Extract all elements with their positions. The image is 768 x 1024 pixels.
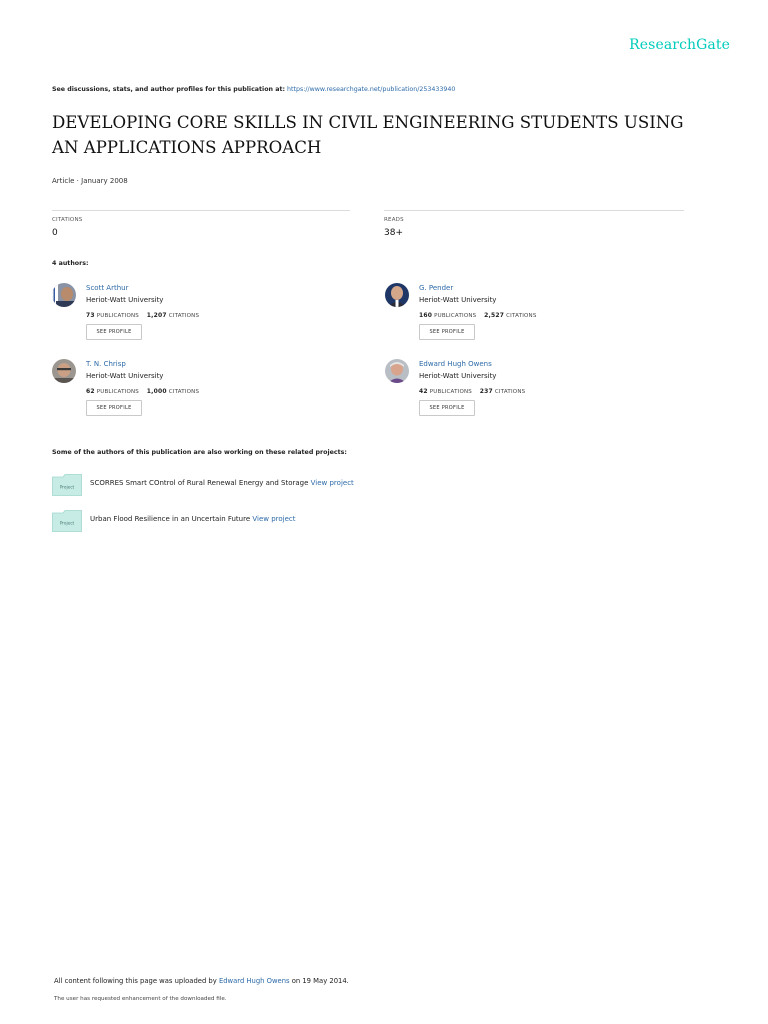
publications-count: 42 — [419, 388, 428, 395]
folder-icon — [52, 474, 82, 496]
publications-label: PUBLICATIONS — [96, 389, 139, 395]
publications-label: PUBLICATIONS — [96, 313, 139, 319]
author-stats — [419, 312, 537, 319]
project-icon-label: Project — [59, 520, 75, 526]
citations-label: CITATIONS — [168, 313, 200, 319]
enhancement-note: The user has requested enhancement of the downloaded file. — [54, 996, 227, 1002]
author-card — [52, 283, 352, 353]
source-line — [52, 86, 455, 93]
citations-label: CITATIONS — [52, 217, 83, 223]
see-profile-button[interactable]: SEE PROFILE — [419, 400, 475, 416]
folder-icon — [52, 510, 82, 532]
source-label: See discussions, stats, and author profiles for this publication at: — [52, 86, 285, 93]
project-text — [90, 515, 296, 523]
reads-value: 38+ — [384, 228, 403, 238]
publications-label: PUBLICATIONS — [434, 313, 477, 319]
publication-url-link[interactable]: https://www.researchgate.net/publication/253433940 — [287, 86, 456, 93]
author-institution: Heriot-Watt University — [419, 296, 497, 304]
author-institution: Heriot-Watt University — [86, 372, 164, 380]
citations-label: CITATIONS — [506, 313, 537, 319]
avatar[interactable] — [52, 359, 76, 383]
divider — [384, 210, 684, 211]
researchgate-logo[interactable]: ResearchGate — [629, 37, 730, 53]
see-profile-button[interactable]: SEE PROFILE — [86, 400, 142, 416]
author-name-link[interactable]: G. Pender — [419, 284, 454, 292]
author-institution: Heriot-Watt University — [419, 372, 497, 380]
related-project — [52, 510, 652, 532]
uploader-link[interactable]: Edward Hugh Owens — [218, 977, 290, 985]
citations-label: CITATIONS — [168, 389, 200, 395]
author-stats — [86, 312, 199, 319]
publications-count: 160 — [419, 312, 433, 319]
publication-title: DEVELOPING CORE SKILLS IN CIVIL ENGINEERING STUDENTS USING AN APPLICATIONS APPROACH — [52, 113, 684, 157]
publications-count: 73 — [86, 312, 95, 319]
citations-count: 2,527 — [484, 312, 505, 319]
avatar[interactable] — [52, 283, 76, 307]
citations-count: 237 — [479, 388, 493, 395]
project-text — [90, 479, 354, 487]
citations-count: 1,000 — [146, 388, 167, 395]
citations-label: CITATIONS — [494, 389, 526, 395]
publications-label: PUBLICATIONS — [429, 389, 472, 395]
upload-prefix: All content following this page was uploaded by — [54, 977, 217, 985]
upload-date: on 19 May 2014. — [291, 977, 349, 985]
project-name: SCORRES Smart COntrol of Rural Renewal Energy and Storage — [90, 479, 309, 487]
authors-heading: 4 authors: — [52, 260, 89, 267]
divider — [52, 210, 350, 211]
reads-label: READS — [384, 217, 404, 223]
author-stats — [86, 388, 199, 395]
project-name: Urban Flood Resilience in an Uncertain Future — [90, 515, 251, 523]
project-icon-label: Project — [59, 484, 75, 490]
avatar[interactable] — [385, 359, 409, 383]
view-project-link[interactable]: View project — [252, 515, 296, 523]
citations-count: 1,207 — [146, 312, 167, 319]
view-project-link[interactable]: View project — [310, 479, 354, 487]
author-institution: Heriot-Watt University — [86, 296, 164, 304]
upload-notice — [54, 977, 349, 985]
author-name-link[interactable]: Scott Arthur — [86, 284, 129, 292]
author-card — [52, 359, 352, 429]
author-card — [385, 359, 685, 429]
related-project — [52, 474, 652, 496]
citations-value: 0 — [52, 228, 58, 238]
see-profile-button[interactable]: SEE PROFILE — [419, 324, 475, 340]
author-name-link[interactable]: T. N. Chrisp — [86, 360, 126, 368]
publications-count: 62 — [86, 388, 95, 395]
see-profile-button[interactable]: SEE PROFILE — [86, 324, 142, 340]
related-projects-heading: Some of the authors of this publication are also working on these related projects: — [52, 449, 347, 456]
author-name-link[interactable]: Edward Hugh Owens — [419, 360, 492, 368]
avatar[interactable] — [385, 283, 409, 307]
author-stats — [419, 388, 525, 395]
author-card — [385, 283, 685, 353]
publication-meta: Article · January 2008 — [52, 177, 128, 185]
